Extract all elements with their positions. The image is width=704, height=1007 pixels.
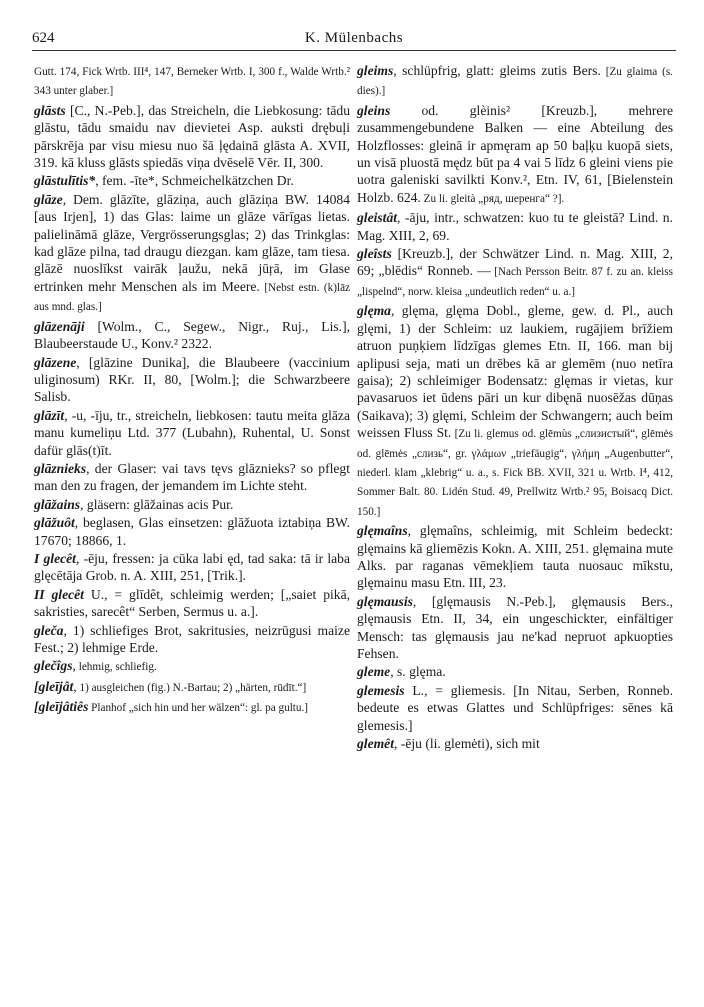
entry-etymology-note: Zu li. gleità „ряд, шеренга“ ?]. bbox=[420, 192, 565, 205]
entry-etymology-note: [Zu li. glemus od. glēmùs „слизистый“, glēmės od. glēmės „слизь“, gr. γλάμων „triefäugig“, γλήμη „Augenbutter“, niederl. klam „klebrig“ u. a., s. Fick BB. XVII, 321 u. Wrtb. I⁴, 412, Sommer Balt. 80. Lidén Stud. 49, Prellwitz Wrtb.² 95, Boisacq Dict. 150.] bbox=[357, 428, 673, 518]
entry-definition: , glęmaîns, schleimig, mit Schleim bedeckt: glęmains kā gliemēzis Kokn. A. XIII, 251. glęmaina mute Alks. par raganas vēmekļiem tauta nuosauc mīkstu, glęmainu masu Etn. III, 23. bbox=[357, 523, 673, 591]
dictionary-entry bbox=[34, 407, 350, 459]
dictionary-entry bbox=[357, 302, 673, 521]
dictionary-entry bbox=[34, 318, 350, 353]
entry-headword: gleims bbox=[357, 63, 394, 78]
right-column bbox=[357, 62, 673, 753]
dictionary-entry bbox=[34, 698, 350, 717]
entry-definition: , s. glęma. bbox=[390, 664, 446, 680]
entry-definition: , fem. -īte*, Schmeichelkätzchen Dr. bbox=[95, 173, 294, 189]
dictionary-entry bbox=[357, 522, 673, 592]
dictionary-entry bbox=[34, 622, 350, 657]
entry-headword: glāze bbox=[34, 191, 63, 207]
entry-definition: , [glāzine Dunika], die Blaubeere (vaccinium uliginosum) RKr. II, 80, [Wolm.]; die Schwarzbeere Salisb. bbox=[34, 354, 350, 405]
entry-headword: glemêt bbox=[357, 736, 394, 752]
entry-definition: U., = glīdêt, schleimig werden; [„saiet pikā, sakristies, sarecêt“ Serben, Sermus u. a.]. bbox=[34, 586, 350, 620]
dictionary-entry bbox=[34, 172, 350, 189]
entry-headword: glęmausis bbox=[357, 593, 413, 609]
entry-headword: glāzene bbox=[34, 354, 77, 370]
entry-headword: [gleījâtiês bbox=[34, 699, 89, 715]
entry-definition: , 1) schliefiges Brot, sakritusies, neizrūgusi maize Fest.; 2) lehmige Erde. bbox=[34, 622, 350, 655]
entry-headword: glāzīt bbox=[34, 407, 65, 423]
dictionary-entry bbox=[34, 460, 350, 495]
entry-definition: [Wolm., C., Segew., Nigr., Ruj., Lis.], Blaubeerstaude U., Konv.² 2322. bbox=[34, 318, 350, 352]
dictionary-entry bbox=[357, 102, 673, 208]
entry-etymology-note: [Zu glaima (s. dies).] bbox=[357, 66, 673, 98]
entry-headword: gleme bbox=[357, 664, 391, 680]
entry-headword: glemesis bbox=[357, 682, 405, 698]
entry-etymology-note: 1) ausgleichen (fig.) N.-Bartau; 2) „härten, rūdīt.“] bbox=[76, 681, 307, 694]
entry-headword: glāžuôt bbox=[34, 515, 75, 531]
entry-definition: , bbox=[72, 658, 76, 674]
entry-headword: gleistât bbox=[357, 210, 398, 226]
entry-definition: L., = gliemesis. [In Nitau, Serben, Ronneb. bedeute es etwas Glattes und Schlüpfriges: sēnes kā glemesis.] bbox=[357, 682, 673, 733]
page-header bbox=[32, 28, 676, 51]
entry-headword: gleîsts bbox=[357, 246, 392, 262]
entry-headword: glęmaîns bbox=[357, 523, 408, 539]
dictionary-entry bbox=[34, 102, 350, 172]
entry-headword: gleča bbox=[34, 622, 64, 638]
dictionary-entry bbox=[34, 354, 350, 406]
left-column bbox=[34, 62, 350, 719]
entry-headword: glęma bbox=[357, 303, 391, 319]
entry-definition: , bbox=[73, 678, 77, 694]
dictionary-entry bbox=[34, 496, 350, 513]
entry-headword: glāžains bbox=[34, 496, 81, 512]
dictionary-entry bbox=[357, 682, 673, 734]
dictionary-entry bbox=[357, 593, 673, 663]
entry-definition: , -u, -īju, tr., streicheln, liebkosen: tautu meita glāza manu kumeliņu Ltd. 377 (Lubahn), Ruhental, U. Sonst dafür glās(t)īt. bbox=[34, 407, 350, 458]
dictionary-entry bbox=[34, 62, 350, 101]
entry-headword: I glecêt bbox=[34, 550, 76, 566]
entry-definition: , schlüpfrig, glatt: gleims zutis Bers. bbox=[393, 63, 601, 78]
entry-definition: , der Glaser: vai tavs tęvs glāznieks? so pflegt man den zu fragen, der jemandem im Lichte steht. bbox=[34, 460, 350, 494]
entry-definition: , -āju, intr., schwatzen: kuo tu te gleistā? Lind. n. Mag. XIII, 2, 69. bbox=[357, 210, 673, 243]
entry-definition: , -ēju, fressen: ja cūka labi ęd, tad saka: tā ir laba glęcētāja Grob. n. A. XIII, 251, [Trik.]. bbox=[34, 550, 351, 584]
entry-definition: [Kreuzb.], der Schwätzer Lind. n. Mag. XIII, 2, 69; „blēdis“ Ronneb. — bbox=[357, 246, 673, 279]
entry-definition: , gläsern: glāžainas acis Pur. bbox=[80, 496, 234, 512]
entry-etymology-note: Planhof „sich hin und her wälzen“: gl. pa gultu.] bbox=[88, 702, 309, 715]
dictionary-entry bbox=[34, 191, 350, 317]
dictionary-entry bbox=[34, 657, 350, 676]
entry-definition: , beglasen, Glas einsetzen: glāžuota iztabiņa BW. 17670; 18866, 1. bbox=[34, 515, 350, 548]
entry-headword: [gleījât bbox=[34, 678, 74, 694]
entry-headword: glāsts bbox=[34, 102, 66, 118]
dictionary-entry bbox=[34, 514, 350, 549]
entry-definition: , -ēju (li. glemėti), sich mit bbox=[394, 736, 540, 752]
dictionary-entry bbox=[34, 586, 350, 621]
entry-headword: glāzenāji bbox=[34, 318, 85, 334]
running-title: K. Mülenbachs bbox=[304, 30, 404, 46]
entry-definition: , Dem. glāzīte, glāziņa, auch glāziņa BW. 14084 [aus Irjen], 1) das Glas: laime un glāze vārīgas lietas. palielināmā glāze, Vergrösserungsglas; 2) das Trinkglas: kad glāze pilna, tad draugu diezgan. kam glāze, tam tiesa. glāzē nuoslīkst vairāk ļaužu, nekā jūŗā, im Glase ertrinken mehr Menschen als im Meere. bbox=[34, 191, 350, 294]
dictionary-entry bbox=[34, 678, 350, 697]
dictionary-entry bbox=[357, 735, 673, 752]
dictionary-entry bbox=[357, 663, 673, 680]
dictionary-entry bbox=[357, 62, 673, 101]
dictionary-entry bbox=[34, 550, 350, 585]
page-number: 624 bbox=[32, 30, 55, 46]
entry-definition: od. glèinis² [Kreuzb.], mehrere zusammengebundene Balken — eine Abteilung des Holzflosses: gleinā ir apmęram ap 50 baļķu kuopā siets, un visā pluostā mędz būt pa 4 vai 5 līdz 6 gleini viens pie uotra galeniski savilkti Konv.², Etn. IV, 61, [Bielenstein Holzb. 624. bbox=[357, 102, 673, 205]
entry-etymology-note: lehmig, schliefig. bbox=[75, 661, 157, 674]
entry-headword: II glecêt bbox=[34, 586, 84, 602]
entry-headword: glečîgs bbox=[34, 658, 73, 674]
entry-definition: , [glęmausis N.-Peb.], glęmausis Bers., glęmausis Etn. II, 34, ein ungeschickter, einfältiger Mensch: tas glęmausis jau ne'kad nepruot apkuopties Fehsen. bbox=[357, 593, 673, 661]
dictionary-entry bbox=[357, 245, 673, 301]
dictionary-entry bbox=[357, 209, 673, 244]
entry-headword: gleins bbox=[357, 102, 391, 118]
entry-etymology-note: Gutt. 174, Fick Wrtb. III⁴, 147, Berneker Wrtb. I, 300 f., Walde Wrtb.² 343 unter glaber.] bbox=[34, 66, 350, 98]
entry-headword: glāstulītis* bbox=[34, 173, 96, 189]
entry-definition: [C., N.-Peb.], das Streicheln, die Liebkosung: tādu glāstu, tādu smaidu nav dievietei Asp. auksti drębuļi pārskrēja par visu miesu nuo šā ļędainā glāsta A. XVII, 319. kā kluss glāsts spiedās viņa dvēselē Vēr. II, 300. bbox=[34, 102, 350, 171]
entry-headword: glāznieks bbox=[34, 460, 87, 476]
entry-etymology-note: [Nebst estn. (k)lāz aus mnd. glas.] bbox=[34, 281, 351, 314]
entry-definition: , glęma, glęma Dobl., gleme, gew. d. Pl., auch glęmi, 1) der Schleim: uz laukiem, rugājiem brīžiem atruon puņķiem līdzīgas glemes Etn. II, 166. man bij aplipusi seja, mati un drēbes kā ar glemēm (nuo netīra gaisa); 2) schleimiger Bodensatz: glęmas ir vietas, kur pavasaruos iet ūdens pāri un kur dibęnā nuosēžas dūņas (Saikava); 3) glęmi, Schleim der Schwangern; auch beim weissen Fluss St. bbox=[357, 303, 673, 441]
entry-etymology-note: [Nach Persson Beitr. 87 f. zu an. kleiss „lispelnd“, norw. kleisa „undeutlich reden“ u. a.] bbox=[357, 266, 673, 298]
